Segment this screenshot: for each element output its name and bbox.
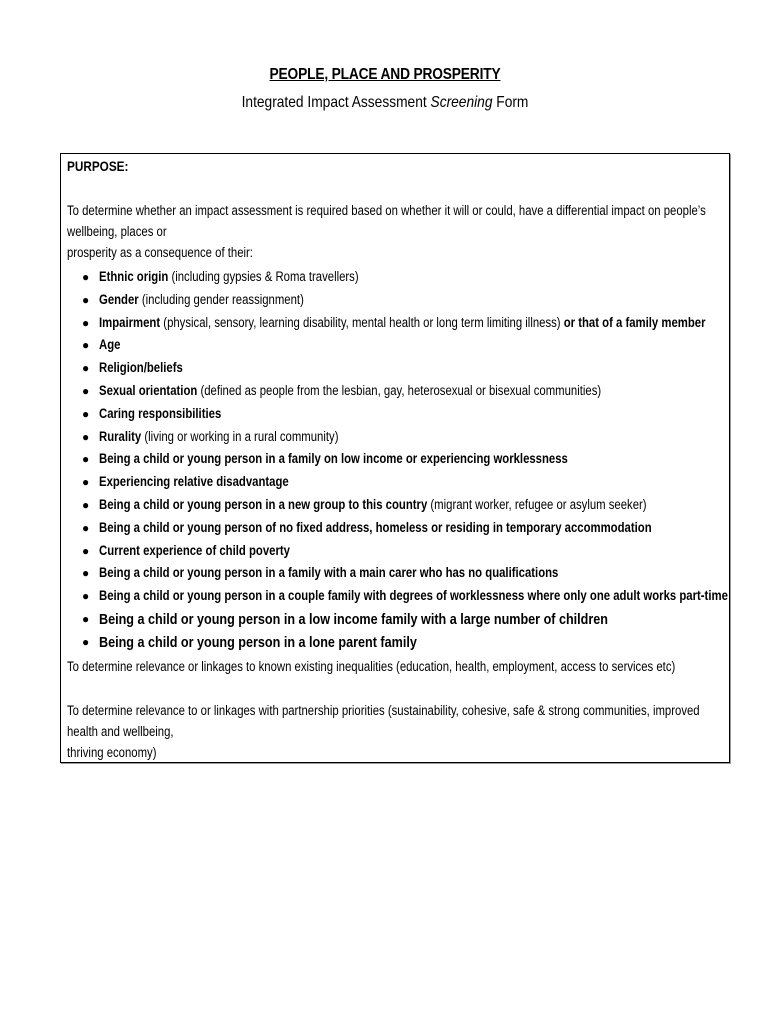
item-normal: (migrant worker, refugee or asylum seeker) bbox=[427, 496, 647, 512]
bullet-icon: ● bbox=[82, 520, 90, 535]
item-bold: Impairment bbox=[99, 314, 161, 330]
item-bold: Being a child or young person in a new group to this country bbox=[99, 496, 428, 512]
purpose-heading-text: PURPOSE: bbox=[67, 158, 129, 174]
bullet-icon: ● bbox=[82, 361, 90, 376]
item-bold: Sexual orientation bbox=[99, 382, 198, 398]
bullet-icon: ● bbox=[82, 475, 90, 490]
relevance-inequalities: To determine relevance or linkages to known existing inequalities (education, health, employment, access to services etc) bbox=[67, 659, 676, 674]
item-bold: Rurality bbox=[99, 428, 142, 444]
item-normal: (defined as people from the lesbian, gay, heterosexual or bisexual communities) bbox=[197, 382, 602, 398]
item-bold-suffix: or that of a family member bbox=[563, 314, 706, 330]
item-bold: Being a child or young person of no fixed address, homeless or residing in temporary accommodation bbox=[99, 519, 652, 535]
item-bold: Current experience of child poverty bbox=[99, 542, 290, 558]
bullet-icon: ● bbox=[82, 497, 90, 512]
bullet-icon: ● bbox=[82, 543, 90, 558]
item-normal: (including gender reassignment) bbox=[138, 291, 304, 307]
item-bold: Gender bbox=[99, 291, 139, 307]
bullet-icon: ● bbox=[82, 270, 90, 284]
bullet-icon: ● bbox=[82, 611, 90, 626]
item-normal: (living or working in a rural community) bbox=[141, 428, 339, 444]
item-bold: Being a child or young person in a family with a main carer who has no qualifications bbox=[99, 565, 559, 581]
item-bold: Caring responsibilities bbox=[99, 405, 222, 421]
subtitle-end: Form bbox=[492, 94, 529, 111]
bullet-icon: ● bbox=[82, 589, 90, 604]
relevance-priorities-line-2: thriving economy) bbox=[67, 745, 157, 760]
item-bold: Experiencing relative disadvantage bbox=[99, 474, 289, 490]
purpose-box bbox=[60, 153, 730, 763]
item-bold: Being a child or young person in a family on low income or experiencing worklessness bbox=[99, 451, 568, 467]
bullet-icon: ● bbox=[82, 452, 90, 467]
subtitle-emphasis: Screening bbox=[430, 94, 493, 111]
item-normal: (physical, sensory, learning disability, mental health or long term limiting illness) bbox=[160, 314, 564, 330]
purpose-intro-line-2: prosperity as a consequence of their: bbox=[67, 245, 253, 260]
item-normal: (including gypsies & Roma travellers) bbox=[168, 269, 359, 284]
item-bold: Being a child or young person in a couple family with degrees of worklessness where only one adult works part-time bbox=[99, 588, 728, 604]
item-bold: Ethnic origin bbox=[99, 269, 169, 284]
document-subtitle bbox=[54, 94, 716, 112]
bullet-icon: ● bbox=[82, 338, 90, 353]
relevance-priorities-line-1: To determine relevance to or linkages with partnership priorities (sustainability, cohesive, safe & strong communities, improved health and wellbeing, bbox=[67, 703, 700, 739]
subtitle-main: Integrated Impact Assessment bbox=[241, 94, 431, 111]
document-title: PEOPLE, PLACE AND PROSPERITY bbox=[269, 66, 501, 83]
item-bold: Age bbox=[99, 337, 121, 353]
bullet-icon: ● bbox=[82, 383, 90, 398]
bullet-icon: ● bbox=[82, 635, 90, 650]
relevance-priorities bbox=[67, 700, 731, 763]
item-bold: Being a child or young person in a low income family with a large number of children bbox=[99, 610, 608, 628]
bullet-icon: ● bbox=[82, 406, 90, 421]
item-bold: Religion/beliefs bbox=[99, 360, 183, 376]
purpose-heading bbox=[67, 158, 140, 174]
purpose-intro bbox=[67, 200, 731, 263]
purpose-intro-line-1: To determine whether an impact assessment is required based on whether it will or could, have a differential impact on people’s wellbeing, places or bbox=[67, 203, 706, 239]
item-bold: Being a child or young person in a lone parent family bbox=[99, 634, 417, 652]
bullet-icon: ● bbox=[82, 429, 90, 444]
bullet-icon: ● bbox=[82, 315, 90, 330]
bullet-icon: ● bbox=[82, 566, 90, 581]
bullet-icon: ● bbox=[82, 292, 90, 307]
